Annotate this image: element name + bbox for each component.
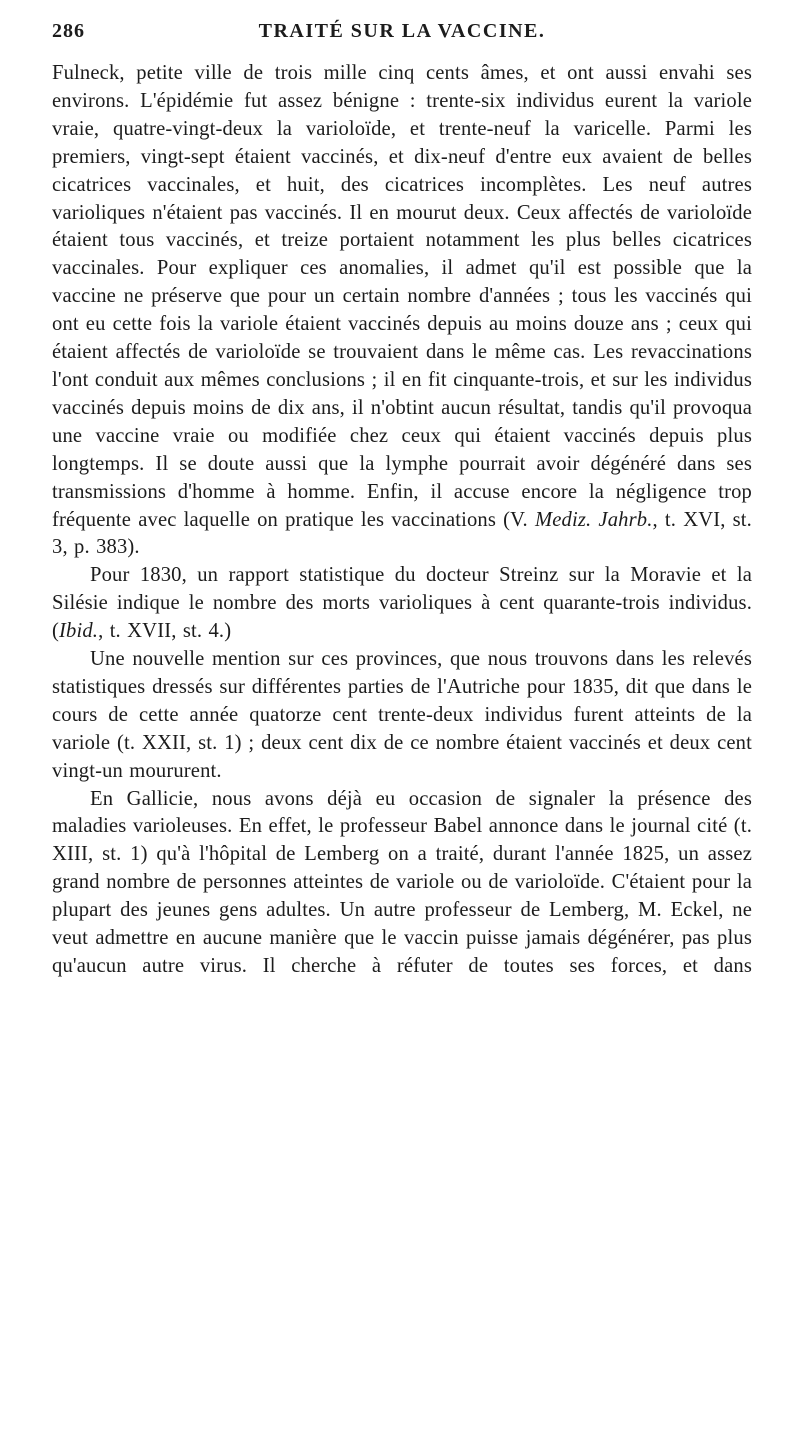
- citation-mediz-jahrb: Mediz. Jahrb.: [534, 508, 653, 531]
- paragraph-3-text: Une nouvelle mention sur ces provinces, que nous trouvons dans les relevés statistiques dressés sur différentes parties de l'Autriche pour 1835, dit que dans le cours de cette année quatorze cent trente-deux individus furent atteints de la variole (t. XXII, st. 1) ; deux cent dix de ce nombre étaient vaccinés et deux cent vingt-un moururent.: [52, 648, 752, 782]
- book-page: [52, 20, 752, 981]
- paragraph-1: [52, 60, 752, 562]
- paragraph-3: [52, 646, 752, 786]
- page-number: 286: [52, 20, 85, 42]
- paragraph-2-citation-tail: , t. XVII, st. 4.): [98, 620, 232, 643]
- paragraph-1-text: Fulneck, petite ville de trois mille cinq cents âmes, et ont aussi envahi ses environs. L'épidémie fut assez bénigne : trente-six individus eurent la variole vraie, quatre-vingt-deux la varioloïde, et trente-neuf la varicelle. Parmi les premiers, vingt-sept étaient vaccinés, et dix-neuf d'entre eux avaient de belles cicatrices vaccinales, et huit, des cicatrices incomplètes. Les neuf autres varioliques n'étaient pas vaccinés. Il en mourut deux. Ceux affectés de varioloïde étaient tous vaccinés, et treize portaient notamment les plus belles cicatrices vaccinales. Pour expliquer ces anomalies, il admet qu'il est possible que la vaccine ne préserve que pour un certain nombre d'années ; tous les vaccinés qui ont eu cette fois la variole étaient vaccinés depuis au moins douze ans ; ceux qui étaient affectés de varioloïde se trouvaient dans le même cas. Les revaccinations l'ont conduit aux mêmes conclusions ; il en fit cinquante-trois, et sur les individus vaccinés depuis moins de dix ans, il n'obtint aucun résultat, tandis qu'il provoqua une vaccine vraie ou modifiée chez ceux qui étaient vaccinés depuis plus longtemps. Il se doute aussi que la lymphe pourrait avoir dégénéré dans ses transmissions d'homme à homme. Enfin, il accuse encore la négligence trop fréquente avec laquelle on pratique les vaccinations (V.: [52, 62, 752, 531]
- running-title: TRAITÉ SUR LA VACCINE.: [258, 20, 546, 42]
- citation-ibid: Ibid.: [59, 620, 99, 643]
- body-text: [52, 60, 752, 981]
- paragraph-1-citation-tail: , t. XVI, st. 3, p. 383).: [52, 508, 752, 559]
- paragraph-2: [52, 562, 752, 646]
- paragraph-4: [52, 786, 752, 981]
- paragraph-4-text: En Gallicie, nous avons déjà eu occasion de signaler la présence des maladies varioleuses. En effet, le professeur Babel annonce dans le journal cité (t. XIII, st. 1) qu'à l'hôpital de Lemberg on a traité, durant l'année 1825, un assez grand nombre de personnes atteintes de variole ou de varioloïde. C'étaient pour la plupart des jeunes gens adultes. Un autre professeur de Lemberg, M. Eckel, ne veut admettre en aucune manière que le vaccin puisse jamais dégénérer, pas plus qu'aucun autre virus. Il cherche à réfuter de toutes ses forces, et dans: [52, 787, 752, 977]
- running-head: [52, 20, 752, 60]
- paragraph-2-text: Pour 1830, un rapport statistique du docteur Streinz sur la Moravie et la Silésie indique le nombre des morts varioliques à cent quarante-trois individus. (: [52, 564, 752, 643]
